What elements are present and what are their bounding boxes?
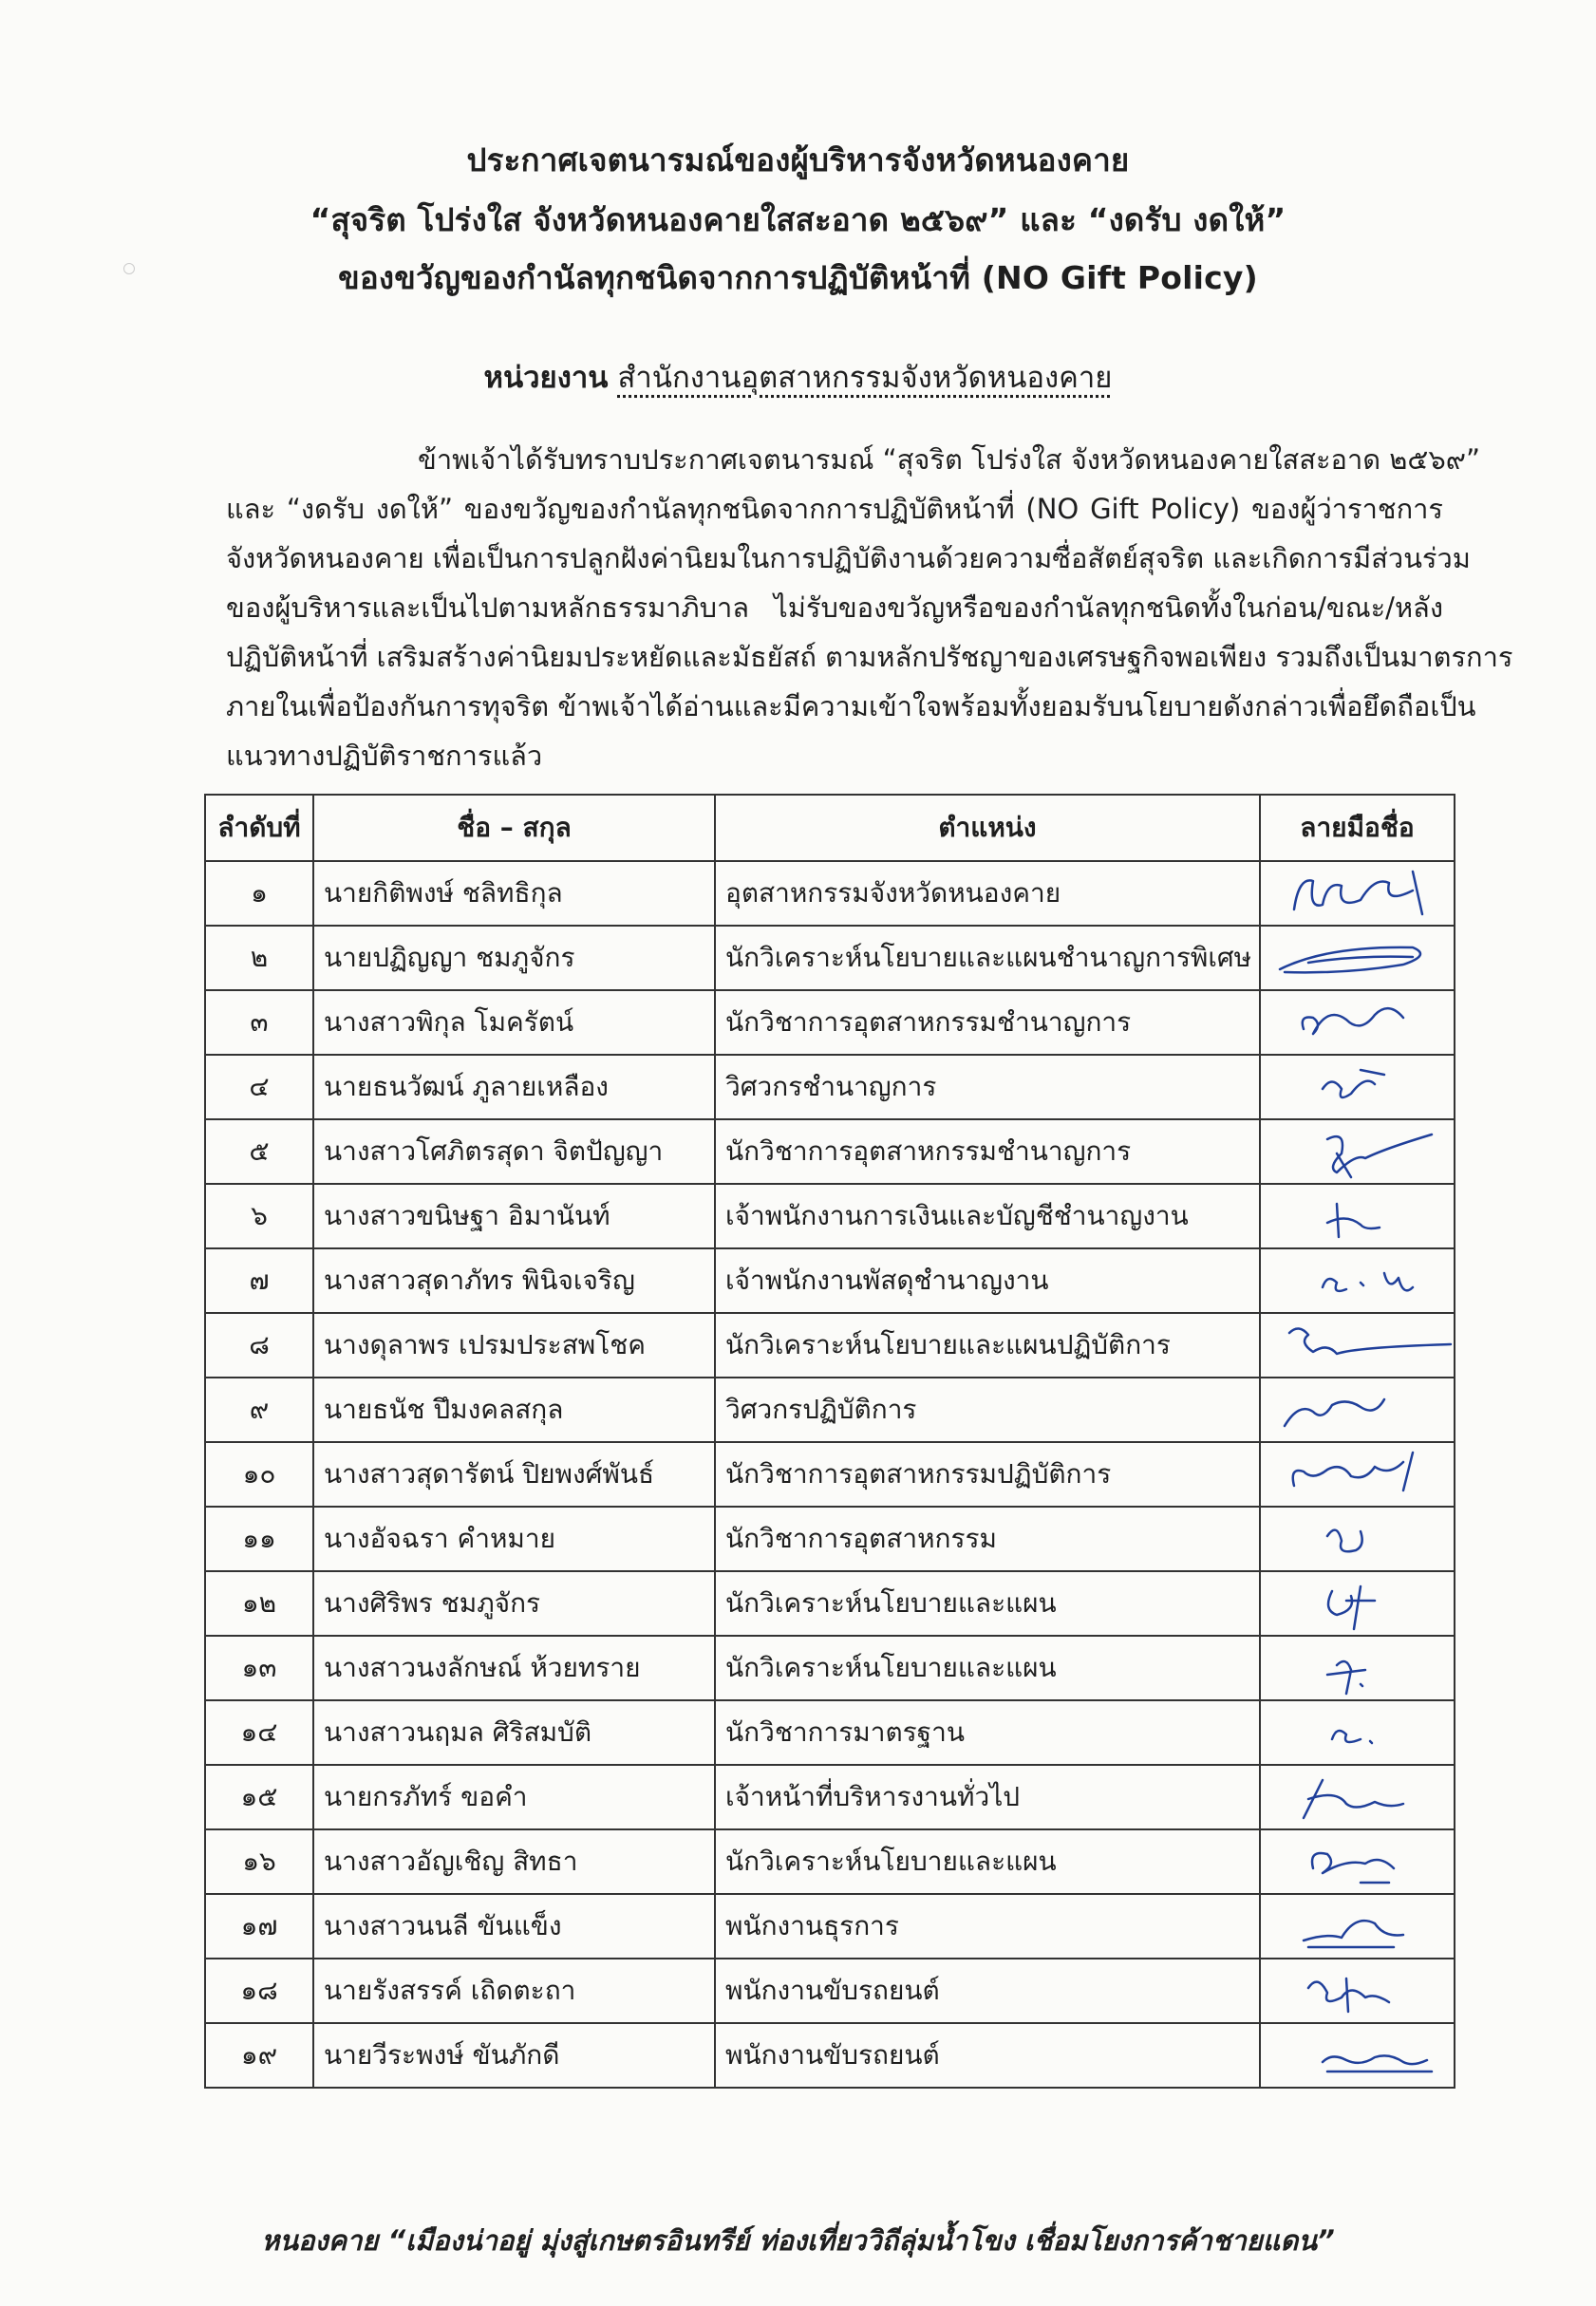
row-name: นางศิริพร ชมภูจักร	[313, 1571, 715, 1636]
row-position: วิศวกรปฏิบัติการ	[715, 1378, 1260, 1442]
row-position: นักวิเคราะห์นโยบายและแผน	[715, 1829, 1260, 1894]
row-number: ๓	[205, 990, 313, 1055]
table-row	[205, 990, 1455, 1055]
row-name: นางสาวสุดาภัทร พินิจเจริญ	[313, 1248, 715, 1313]
table-row	[205, 1184, 1455, 1248]
handwritten-signature	[1270, 1830, 1455, 1893]
row-position: เจ้าหน้าที่บริหารงานทั่วไป	[715, 1765, 1260, 1829]
row-name: นายวีระพงษ์ ขันภักดี	[313, 2023, 715, 2088]
handwritten-signature	[1270, 1572, 1455, 1635]
row-name: นางสาวขนิษฐา อิมานันท์	[313, 1184, 715, 1248]
row-name: นางอัจฉรา คำหมาย	[313, 1507, 715, 1571]
row-name: นางสาวนงลักษณ์ ห้วยทราย	[313, 1636, 715, 1700]
row-number: ๕	[205, 1119, 313, 1184]
handwritten-signature	[1270, 1959, 1455, 2022]
header-no: ลำดับที่	[205, 795, 313, 861]
row-number: ๑๐	[205, 1442, 313, 1507]
handwritten-signature	[1270, 2024, 1455, 2087]
table-row	[205, 1442, 1455, 1507]
row-signature	[1260, 2023, 1455, 2088]
header-signature: ลายมือชื่อ	[1260, 795, 1455, 861]
table-row	[205, 1700, 1455, 1765]
handwritten-signature	[1270, 1701, 1455, 1764]
row-name: นายกิติพงษ์ ชลิทธิกุล	[313, 861, 715, 926]
statement-line-5: ปฏิบัติหน้าที่ เสริมสร้างค่านิยมประหยัดและมัธยัสถ์ ตามหลักปรัชญาของเศรษฐกิจพอเพียง รวมถึงเป็นมาตรการ	[226, 641, 1513, 673]
row-number: ๑๙	[205, 2023, 313, 2088]
handwritten-signature	[1270, 862, 1455, 925]
table-row	[205, 861, 1455, 926]
table-row	[205, 1378, 1455, 1442]
row-number: ๗	[205, 1248, 313, 1313]
statement-line-3: จังหวัดหนองคาย เพื่อเป็นการปลูกฝังค่านิยมในการปฏิบัติงานด้วยความซื่อสัตย์สุจริต และเกิดการมีส่วนร่วม	[226, 542, 1471, 574]
table-row	[205, 1248, 1455, 1313]
row-position: นักวิชาการมาตรฐาน	[715, 1700, 1260, 1765]
row-number: ๖	[205, 1184, 313, 1248]
row-name: นางสาวสุดารัตน์ ปิยพงศ์พันธ์	[313, 1442, 715, 1507]
row-signature	[1260, 926, 1455, 990]
table-row	[205, 1055, 1455, 1119]
row-position: นักวิเคราะห์นโยบายและแผนชำนาญการพิเศษ	[715, 926, 1260, 990]
row-signature	[1260, 861, 1455, 926]
row-name: นายธนัช ปึมงคลสกุล	[313, 1378, 715, 1442]
handwritten-signature	[1270, 1185, 1455, 1247]
row-position: พนักงานขับรถยนต์	[715, 1959, 1260, 2023]
agency-label: หน่วยงาน	[483, 361, 609, 395]
table-row	[205, 1571, 1455, 1636]
statement-line-4: ของผู้บริหารและเป็นไปตามหลักธรรมาภิบาล ไม่รับของขวัญหรือของกำนัลทุกชนิดทั้งในก่อน/ขณะ/หลัง	[226, 591, 1443, 624]
handwritten-signature	[1270, 1056, 1455, 1118]
row-name: นายรังสรรค์ เถิดตะถา	[313, 1959, 715, 2023]
row-position: วิศวกรชำนาญการ	[715, 1055, 1260, 1119]
row-signature	[1260, 1119, 1455, 1184]
row-number: ๔	[205, 1055, 313, 1119]
row-name: นางสาวนฤมล ศิริสมบัติ	[313, 1700, 715, 1765]
row-number: ๒	[205, 926, 313, 990]
header-name: ชื่อ – สกุล	[313, 795, 715, 861]
row-number: ๑๘	[205, 1959, 313, 2023]
statement-line-7: แนวทางปฏิบัติราชการแล้ว	[226, 740, 543, 772]
table-row	[205, 1507, 1455, 1571]
row-signature	[1260, 1829, 1455, 1894]
row-signature	[1260, 1442, 1455, 1507]
table-row	[205, 2023, 1455, 2088]
row-position: พนักงานธุรการ	[715, 1894, 1260, 1959]
title-line-2: “สุจริต โปร่งใส จังหวัดหนองคายใสสะอาด ๒๕๖๙” และ “งดรับ งดให้”	[310, 201, 1286, 238]
statement-line-1: ข้าพเจ้าได้รับทราบประกาศเจตนารมณ์ “สุจริต โปร่งใส จังหวัดหนองคายใสสะอาด ๒๕๖๙”	[418, 443, 1481, 476]
row-position: พนักงานขับรถยนต์	[715, 2023, 1260, 2088]
header-position: ตำแหน่ง	[715, 795, 1260, 861]
row-position: เจ้าพนักงานพัสดุชำนาญงาน	[715, 1248, 1260, 1313]
handwritten-signature	[1270, 1378, 1455, 1441]
row-position: นักวิชาการอุตสาหกรรมชำนาญการ	[715, 990, 1260, 1055]
row-signature	[1260, 1248, 1455, 1313]
title-line-1: ประกาศเจตนารมณ์ของผู้บริหารจังหวัดหนองคาย	[466, 141, 1130, 178]
row-position: นักวิเคราะห์นโยบายและแผนปฏิบัติการ	[715, 1313, 1260, 1378]
row-name: นางดุลาพร เปรมประสพโชค	[313, 1313, 715, 1378]
statement-line-6: ภายในเพื่อป้องกันการทุจริต ข้าพเจ้าได้อ่านและมีความเข้าใจพร้อมทั้งยอมรับนโยบายดังกล่าวเพื่อยึดถือเป็น	[226, 690, 1476, 722]
row-signature	[1260, 1571, 1455, 1636]
row-number: ๑๖	[205, 1829, 313, 1894]
table-row	[205, 1829, 1455, 1894]
row-position: นักวิเคราะห์นโยบายและแผน	[715, 1571, 1260, 1636]
statement-line-2: และ “งดรับ งดให้” ของขวัญของกำนัลทุกชนิดจากการปฏิบัติหน้าที่ (NO Gift Policy) ของผู้ว่าราชการ	[226, 493, 1443, 525]
row-name: นางสาวนนลี ขันแข็ง	[313, 1894, 715, 1959]
row-signature	[1260, 990, 1455, 1055]
row-position: เจ้าพนักงานการเงินและบัญชีชำนาญงาน	[715, 1184, 1260, 1248]
table-row	[205, 1313, 1455, 1378]
row-position: นักวิชาการอุตสาหกรรม	[715, 1507, 1260, 1571]
table-header-row	[205, 795, 1455, 861]
row-number: ๑๗	[205, 1894, 313, 1959]
row-number: ๑๓	[205, 1636, 313, 1700]
row-signature	[1260, 1055, 1455, 1119]
row-number: ๑๕	[205, 1765, 313, 1829]
row-number: ๑๒	[205, 1571, 313, 1636]
table-row	[205, 1894, 1455, 1959]
handwritten-signature	[1270, 1314, 1455, 1377]
row-signature	[1260, 1313, 1455, 1378]
handwritten-signature	[1270, 1895, 1455, 1958]
row-number: ๑๑	[205, 1507, 313, 1571]
handwritten-signature	[1270, 927, 1455, 989]
row-name: นางสาวพิกุล โมครัตน์	[313, 990, 715, 1055]
footer-slogan: หนองคาย “เมืองน่าอยู่ มุ่งสู่เกษตรอินทรีย์ ท่องเที่ยววิถีลุ่มน้ำโขง เชื่อมโยงการค้าชายแดน”	[261, 2224, 1335, 2257]
title-line-3: ของขวัญของกำนัลทุกชนิดจากการปฏิบัติหน้าที่ (NO Gift Policy)	[338, 259, 1258, 296]
row-position: นักวิชาการอุตสาหกรรมชำนาญการ	[715, 1119, 1260, 1184]
row-signature	[1260, 1894, 1455, 1959]
row-name: นางสาวโศภิตรสุดา จิตปัญญา	[313, 1119, 715, 1184]
row-signature	[1260, 1378, 1455, 1442]
row-signature	[1260, 1636, 1455, 1700]
row-signature	[1260, 1507, 1455, 1571]
row-name: นายธนวัฒน์ ภูลายเหลือง	[313, 1055, 715, 1119]
row-name: นายกรภัทร์ ขอคำ	[313, 1765, 715, 1829]
table-row	[205, 1765, 1455, 1829]
handwritten-signature	[1270, 991, 1455, 1054]
agency-value: สำนักงานอุตสาหกรรมจังหวัดหนองคาย	[617, 361, 1113, 395]
row-signature	[1260, 1700, 1455, 1765]
row-position: นักวิเคราะห์นโยบายและแผน	[715, 1636, 1260, 1700]
row-name: นายปฏิญญา ชมภูจักร	[313, 926, 715, 990]
row-number: ๑๔	[205, 1700, 313, 1765]
table-row	[205, 926, 1455, 990]
table-body	[205, 861, 1455, 2088]
row-position: นักวิชาการอุตสาหกรรมปฏิบัติการ	[715, 1442, 1260, 1507]
row-signature	[1260, 1959, 1455, 2023]
row-position: อุตสาหกรรมจังหวัดหนองคาย	[715, 861, 1260, 926]
handwritten-signature	[1270, 1443, 1455, 1506]
table-row	[205, 1119, 1455, 1184]
handwritten-signature	[1270, 1766, 1455, 1828]
table-row	[205, 1636, 1455, 1700]
row-number: ๑	[205, 861, 313, 926]
row-number: ๙	[205, 1378, 313, 1442]
handwritten-signature	[1270, 1508, 1455, 1570]
table-row	[205, 1959, 1455, 2023]
row-signature	[1260, 1184, 1455, 1248]
signature-table	[204, 794, 1455, 2089]
row-signature	[1260, 1765, 1455, 1829]
handwritten-signature	[1270, 1120, 1455, 1183]
agency-line	[0, 353, 1596, 401]
handwritten-signature	[1270, 1249, 1455, 1312]
handwritten-signature	[1270, 1637, 1455, 1699]
row-name: นางสาวอัญเชิญ สิทธา	[313, 1829, 715, 1894]
row-number: ๘	[205, 1313, 313, 1378]
